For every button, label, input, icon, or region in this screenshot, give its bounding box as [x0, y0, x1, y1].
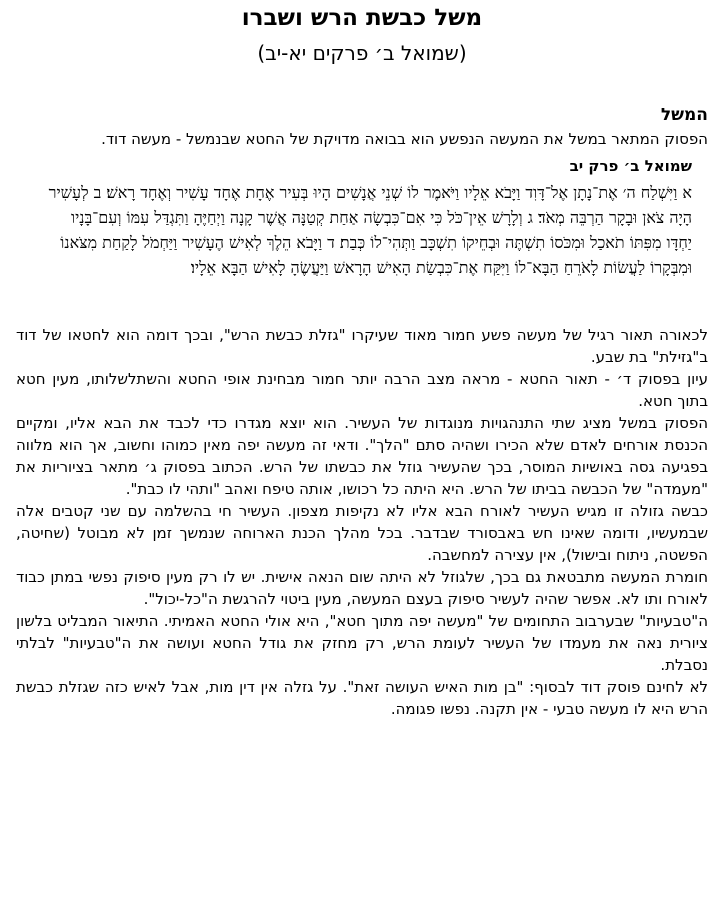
scripture-quote — [44, 156, 700, 280]
body-paragraph: לכאורה תאור רגיל של מעשה פשע חמור מאוד שעיקרו "גזלת כבשת הרש", ובכך דומה הוא לחטאו של דוד ב"גזילת" בת שבע. — [16, 326, 708, 366]
intro-paragraph: הפסוק המתאר במשל את המעשה הנפשע הוא בבואה מדויקת של החטא שבנמשל - מעשה דוד. — [101, 130, 708, 148]
page-subtitle: (שמואל ב׳ פרקים יא-יב) — [257, 41, 467, 65]
body-paragraph: לא לחינם פוסק דוד לבסוף: "בן מות האיש העושה זאת". על גזלה אין דין מות, אבל לאיש כזה שגזלת כבשת הרש היא לו מעשה טבעי - אין תקנה. נפשו פגומה. — [16, 678, 708, 718]
section-heading: המשל — [660, 105, 708, 125]
body-paragraph: עיון בפסוק ד׳ - תאור החטא - מראה מצב הרבה יותר חמור מבחינת אופי החטא והשתלשלותו, מעין חטא בתוך חטא. — [16, 370, 708, 410]
body-paragraph: הפסוק במשל מציג שתי התנהגויות מנוגדות של העשיר. הוא יוצא מגדרו כדי לכבד את הבא אליו, ומקיים הכנסת אורחים לאדם שלא הכירו ושהיה סתם "הלך". ודאי זה מעשה יפה מאין כמוהו וחשוב, אך הוא מלווה בפגיעה גסה באושיות המוסר, בכך שהעשיר גוזל את כבשתו של הרש. הכתוב בפסוק ג׳ מתאר בציוריות את "מעמדה" של הכבשה בביתו של הרש. היא היתה כל רכושו, אותה טיפח ואהב "ותהי לו כבת". — [16, 414, 708, 498]
page-title: משל כבשת הרש ושברו — [241, 5, 483, 31]
body-text — [16, 324, 708, 720]
body-paragraph: ה"טבעיות" שבערבוב התחומים של "מעשה יפה מתוך חטא", היא אולי החטא האמיתי. התיאור המבליט בלשון ציורית נאה את מעמדו של העשיר לעומת הרש, רק מחזק את גודל החטא ועושה את ה"טבעיות" לבלתי נסבלת. — [16, 612, 708, 674]
quote-heading: שמואל ב׳ פרק יב — [569, 157, 692, 175]
quote-text: א וַיִּשְׁלַח ה׳ אֶת־נָתָן אֶל־דָּוִד וַיָּבֹא אֵלָיו וַיֹּאמֶר לוֹ שְׁנֵי אֲנָשִׁים הָיוּ בְּעִיר אֶחָת אֶחָד עָשִׁיר וְאֶחָד רָאשׁ׃ ב לְעָשִׁיר הָיָה צֹאן וּבָקָר הַרְבֵּה מְאֹד׃ ג וְלָרָשׁ אֵין־כֹּל כִּי אִם־כִּבְשָׂה אַחַת קְטַנָּה אֲשֶׁר קָנָה וַיְחַיֶּהָ וַתִּגְדַּל עִמּוֹ וְעִם־בָּנָיו יַחְדָּו מִפִּתּוֹ תֹאכַל וּמִכֹּסוֹ תִשְׁתֶּה וּבְחֵיקוֹ תִשְׁכָּב וַתְּהִי־לוֹ כְּבַת׃ ד וַיָּבֹא הֵלֶךְ לְאִישׁ הֶעָשִׁיר וַיַּחְמֹל לָקַחַת מִצֹּאנוֹ וּמִבְּקָרוֹ לַעֲשׂוֹת לָאֹרֵחַ הַבָּא־לוֹ וַיִּקַּח אֶת־כִּבְשַׂת הָאִישׁ הָרָאשׁ וַיַּעֲשֶׂהָ לָאִישׁ הַבָּא אֵלָיו׃ — [48, 183, 692, 277]
body-paragraph: כבשה גזולה זו מגיש העשיר לאורח הבא אליו לא נקיפות מצפון. העשיר חי בהשלמה עם שני קטבים אלה שבמעשיו, ודומה שאינו חש באבסורד שבדבר. בכל מהלך הכנת הארוחה שנמשך זמן לא מבוטל (שחיטה, הפשטה, ניתוח ובישול), אין עצירה למחשבה. — [16, 502, 708, 564]
body-paragraph: חומרת המעשה מתבטאת גם בכך, שלגוזל לא היתה שום הנאה אישית. יש לו רק מעין סיפוק נפשי במתן כבוד לאורח ותו לא. אפשר שהיה לעשיר סיפוק בעצם המעשה, מעין ביטוי להרגשת ה"כל-יכול". — [16, 568, 708, 608]
